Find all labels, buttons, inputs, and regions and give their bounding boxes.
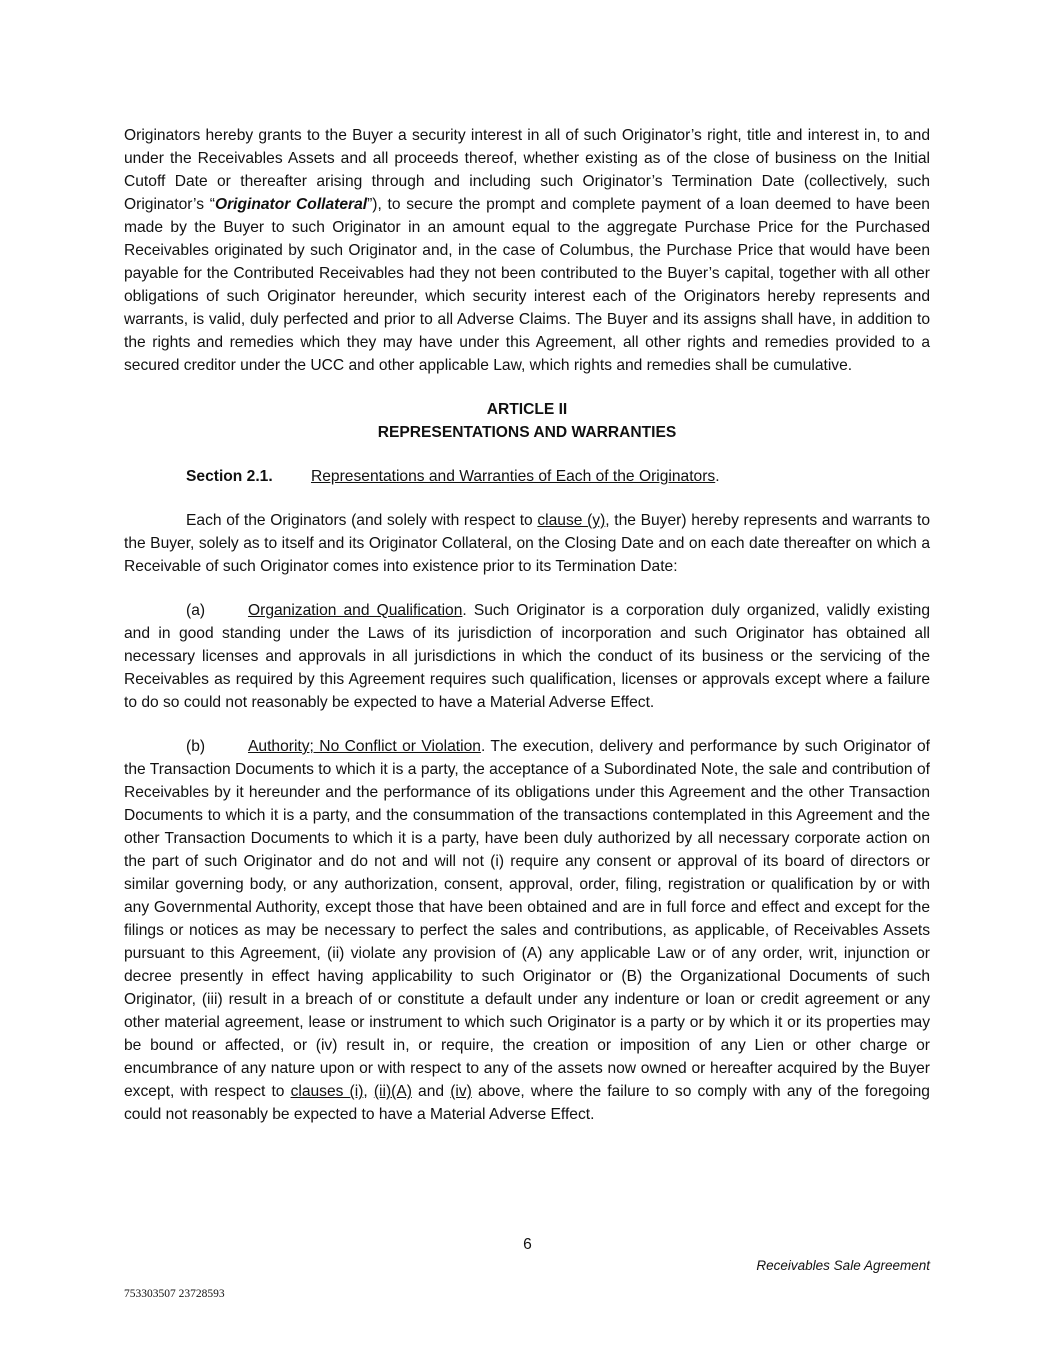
clause-a-text: . Such Originator is a corporation duly organized, validly existing and in good standing under the Laws of its jurisdiction of incorporation and such Originator has obtained all necessary licenses and approvals in all jurisdictions in which the conduct of its business or the servicing of the Receivables as required by this Agreement requires such qualification, licenses or approvals except where a failure to do so could not reasonably be expected to have a Material Adverse Effect. <box>124 602 930 711</box>
intro-paragraph <box>124 124 930 377</box>
clause-b-ref-i: clauses (i) <box>290 1083 364 1100</box>
lead-in-text-before: Each of the Originators (and solely with respect to <box>186 512 538 529</box>
clause-a-label: (a) <box>186 602 206 619</box>
clause-b-paragraph <box>124 735 930 1126</box>
section-number: Section 2.1. <box>186 468 273 485</box>
clause-b-text-end: above, where the failure to so comply with any of the foregoing could not reasonably be expected to have a Material Adverse Effect. <box>124 1083 930 1123</box>
clause-b-heading: Authority; No Conflict or Violation <box>248 738 481 755</box>
article-title: REPRESENTATIONS AND WARRANTIES <box>377 424 677 441</box>
footer-document-title: Receivables Sale Agreement <box>756 1258 930 1273</box>
clause-a-paragraph <box>124 599 930 714</box>
clause-b-sep-2: and <box>411 1083 451 1100</box>
intro-text-before: Originators hereby grants to the Buyer a security interest in all of such Originator’s right, title and interest in, to and under the Receivables Assets and all proceeds thereof, whether existing as of the close of business on the Initial Cutoff Date or thereafter arising through and including such Originator’s Termination Date (collectively, such Originator’s “ <box>124 127 930 213</box>
clause-y-reference: clause (y) <box>537 512 606 529</box>
article-heading <box>124 398 930 444</box>
intro-text-after: ”), to secure the prompt and complete payment of a loan deemed to have been made by the Buyer to such Originator in an amount equal to the aggregate Purchase Price for the Purchased Receivables originated by such Originator and, in the case of Columbus, the Purchase Price that would have been payable for the Contributed Receivables had they not been contributed to the Buyer’s capital, together with all other obligations of such Originator hereunder, which security interest each of the Originators hereby represents and warrants, is valid, duly perfected and prior to all Adverse Claims. The Buyer and its assigns shall have, in addition to the rights and remedies which they may have under this Agreement, all other rights and remedies provided to a secured creditor under the UCC and other applicable Law, which rights and remedies shall be cumulative. <box>124 196 930 374</box>
clause-b-ref-iv: (iv) <box>450 1083 472 1100</box>
clause-b-sep-1: , <box>363 1083 374 1100</box>
page-number: 6 <box>523 1236 532 1253</box>
document-id: 753303507 23728593 <box>124 1288 225 1300</box>
clause-b-text: . The execution, delivery and performance by such Originator of the Transaction Documents to which it is a party, the acceptance of a Subordinated Note, the sale and contribution of Receivables by it hereunder and the performance of its obligations under this Agreement and the other Transaction Documents to which it is a party, and the consummation of the transactions contemplated in this Agreement and the other Transaction Documents to which it is a party, have been duly authorized by all necessary corporate action on the part of such Originator and do not and will not (i) require any consent or approval of its board of directors or similar governing body, or any authorization, consent, approval, order, filing, registration or qualification by or with any Governmental Authority, except those that have been obtained and are in full force and effect and except for the filings or notices as may be necessary to perfect the sales and contributions, as applicable, of Receivables Assets pursuant to this Agreement, (ii) violate any provision of (A) any applicable Law or of any order, writ, injunction or decree presently in effect having applicability to such Originator or (B) the Organizational Documents of such Originator, (iii) result in a breach of or constitute a default under any indenture or loan or credit agreement or any other material agreement, lease or instrument to which such Originator is a party or by which it or its properties may be bound or affected, or (iv) result in, or require, the creation or imposition of any Lien or other charge or encumbrance of any nature upon or with respect to any of the assets now owned or hereafter acquired by the Buyer except, with respect to <box>124 738 931 1100</box>
lead-in-paragraph <box>124 509 930 578</box>
document-body <box>124 124 930 1126</box>
defined-term-originator-collateral: Originator Collateral <box>214 196 368 213</box>
lead-in-text-after: , the Buyer) hereby represents and warrants to the Buyer, solely as to itself and its Originator Collateral, on the Closing Date and on each date thereafter on which a Receivable of such Originator comes into existence prior to its Termination Date: <box>124 512 930 575</box>
section-heading <box>124 465 930 488</box>
clause-b-ref-ii-a: (ii)(A) <box>373 1083 412 1100</box>
article-number: ARTICLE II <box>486 401 568 418</box>
clause-a-heading: Organization and Qualification <box>248 602 463 619</box>
section-title: Representations and Warranties of Each of the Originators <box>311 468 716 485</box>
section-period: . <box>715 468 720 485</box>
clause-b-label: (b) <box>186 738 206 755</box>
